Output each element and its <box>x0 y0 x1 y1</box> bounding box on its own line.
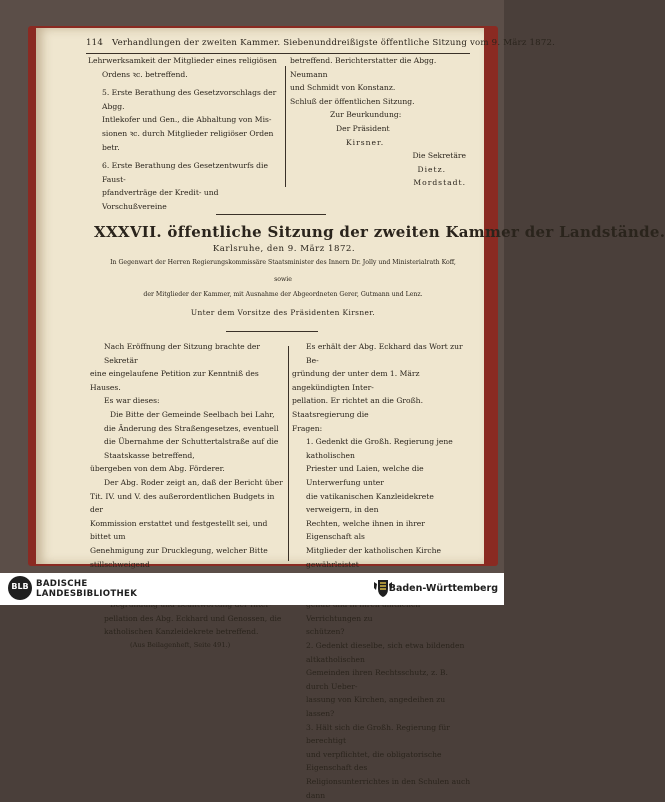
viewer-footer <box>0 573 504 605</box>
text-line: gründung der unter dem 1. März angekündigten Inter- <box>292 369 420 392</box>
text-line: die Änderung des Straßengesetzes, eventuell <box>104 423 279 433</box>
text-line: Kommission erstattet und festgestellt sei, und bittet um <box>90 518 268 542</box>
president-name: Kirsner. <box>346 137 385 147</box>
text-line: Die Bitte der Gemeinde Seelbach bei Lahr, <box>110 409 275 419</box>
library-name[interactable] <box>36 579 137 599</box>
text-line: übergeben von dem Abg. Förderer. <box>90 464 225 474</box>
text-line: sionen ꝛc. durch Mitglieder religiöser Orden betr. <box>102 128 274 152</box>
text-line: und Schmidt von Konstanz. <box>290 83 396 93</box>
text-line: schützen? <box>306 627 345 637</box>
text-line: Staatskasse betreffend, <box>104 450 195 460</box>
presence-line: der Mitglieder der Kammer, mit Ausnahme der Abgeordneten Gerer, Gutmann und Lenz. <box>143 291 423 298</box>
state-name[interactable]: Baden-Württemberg <box>388 583 498 594</box>
presence-line: In Gegenwart der Herren Regierungskommissäre Staatsminister des Innern Dr. Jolly und Ministerialrath Koff, <box>110 259 456 266</box>
text-line: Es war dieses: <box>104 396 160 406</box>
text-line: Lehrwerksamkeit der Mitglieder eines religiösen <box>88 56 277 65</box>
text-line: die Übernahme der Schuttertalstraße auf die <box>104 437 279 447</box>
question-2: 2. Gedenkt dieselbe, sich etwa bildenden altkatholischen <box>306 641 465 664</box>
agenda-item-5: 5. Erste Berathung des Gesetzvorschlags der Abgg. <box>102 88 277 111</box>
text-line: Fragen: <box>292 423 323 433</box>
session-title: XXXVII. öffentliche Sitzung der zweiten Kammer der Landstände. <box>94 223 665 241</box>
text-line: Rechten, welche ihnen in ihrer Eigenschaft als <box>306 518 425 542</box>
question-3: 3. Hält sich die Großh. Regierung für berechtigt <box>306 722 450 746</box>
blb-logo[interactable] <box>8 576 32 600</box>
text-line: pellation des Abg. Eckhard und Genossen, die <box>104 613 282 623</box>
secretary-name: Mordstadt. <box>413 178 466 188</box>
column-divider <box>285 66 286 187</box>
blb-logo-text: BLB <box>11 582 29 591</box>
text-line: Nach Eröffnung der Sitzung brachte der Sekretär <box>104 342 261 365</box>
running-header <box>86 38 556 48</box>
running-title: Verhandlungen der zweiten Kammer. Siebenunddreißigste öffentliche Sitzung vom 9. März 1872. <box>111 38 556 48</box>
column-divider <box>288 346 289 561</box>
presence-line: sowie <box>274 276 292 283</box>
text-line: (Aus Beilagenheft, Seite 491.) <box>130 641 231 650</box>
text-line: die vatikanischen Kanzleidekrete verweigern, in den <box>306 491 434 515</box>
text-line: Es erhält der Abg. Eckhard das Wort zur Be- <box>306 342 463 365</box>
text-line: eine eingelaufene Petition zur Kenntniß des Hauses. <box>90 369 259 392</box>
body-right-column <box>292 340 472 802</box>
text-line: lassung von Kirchen, angedeihen zu lassen? <box>306 695 446 719</box>
text-line: Religionsunterrichtes in den Schulen auch dann <box>306 777 471 800</box>
library-name-line: BADISCHE <box>36 579 88 589</box>
page-number: 114 <box>86 38 104 48</box>
text-line: katholischen Kanzleidekrete betreffend. <box>104 627 259 637</box>
text-line: Mitglieder der katholischen Kirche gewährleistet <box>306 545 441 569</box>
library-name-line: LANDESBIBLIOTHEK <box>36 589 138 599</box>
text-line: und verpflichtet, die obligatorische Eigenschaft des <box>306 749 442 773</box>
text-line: Verrichtungen zu <box>306 613 373 623</box>
chair-line: Unter dem Vorsitze des Präsidenten Kirsner. <box>190 308 376 317</box>
text-line: Genehmigung zur Drucklegung, welcher Bitte stillschweigend <box>90 545 268 569</box>
text-line: pfandverträge der Kredit- und Vorschußvereine <box>102 188 219 211</box>
text-line: Priester und Laien, welche die Unterwerfung unter <box>306 464 424 487</box>
body-left-column <box>90 340 286 653</box>
secretary-name: Dietz. <box>417 164 446 174</box>
attestation-label: Zur Beurkundung: <box>330 110 402 120</box>
top-right-column <box>290 54 466 190</box>
section-separator <box>216 214 326 215</box>
secretaries-role: Die Sekretäre <box>412 151 466 161</box>
text-line: Intlekofer und Gen., die Abhaltung von Mis- <box>102 115 272 125</box>
top-left-column <box>88 54 284 214</box>
text-line: betreffend. Berichterstatter die Abgg. Neumann <box>290 56 437 79</box>
text-line: Tit. IV. und V. des außerordentlichen Budgets in der <box>90 491 275 515</box>
session-place-date: Karlsruhe, den 9. März 1872. <box>212 244 356 254</box>
text-line: pellation. Er richtet an die Großh. Staatsregierung die <box>292 396 423 419</box>
question-1: 1. Gedenkt die Großh. Regierung jene katholischen <box>306 437 453 460</box>
text-line: Gemeinden ihren Rechtsschutz, z. B. durch Ueber- <box>306 668 448 691</box>
president-role: Der Präsident <box>336 123 390 133</box>
text-line: Der Abg. Roder zeigt an, daß der Bericht über <box>104 477 283 487</box>
text-line: Ordens ꝛc. betreffend. <box>102 69 188 79</box>
agenda-item-6: 6. Erste Berathung des Gesetzentwurfs die Faust- <box>102 161 268 184</box>
text-line: Schluß der öffentlichen Sitzung. <box>290 96 415 106</box>
section-separator <box>226 331 318 332</box>
